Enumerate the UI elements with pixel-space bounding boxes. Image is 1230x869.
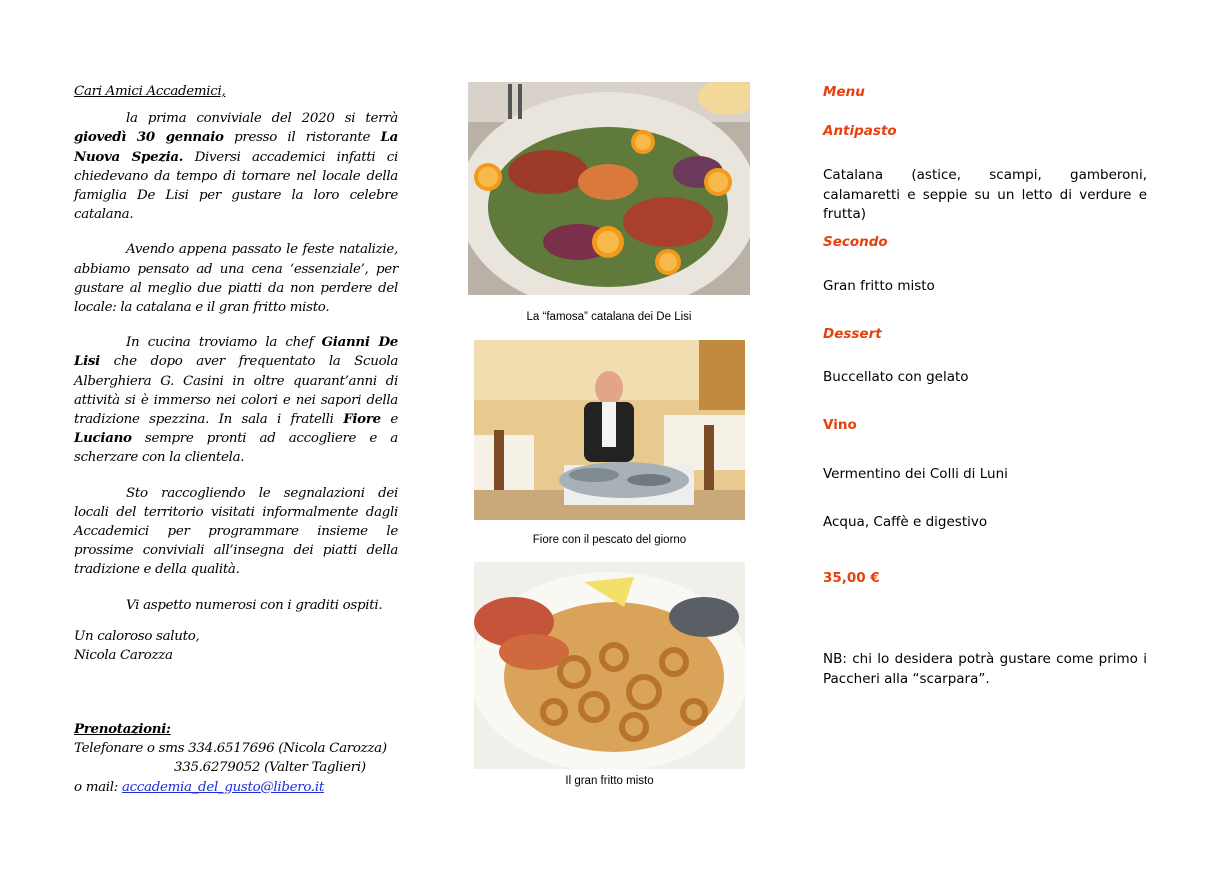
booking-info: [74, 720, 414, 797]
text: e: [380, 412, 398, 428]
photo-caption: Fiore con il pescato del giorno: [532, 534, 687, 546]
photo-waiter: [474, 340, 745, 520]
text: Diversi accademici infatti ci chiedevano da tempo di tornare nel locale della famiglia De Lisi per gustare la loro celebre catalana.: [74, 149, 398, 223]
text: presso il ristorante: [223, 130, 381, 146]
text: la prima conviviale del 2020 si terrà: [126, 111, 398, 127]
mail-label: o mail:: [74, 779, 122, 795]
letter-paragraph-3: [74, 333, 398, 467]
menu-vino-text: Vermentino dei Colli di Luni: [823, 466, 1008, 482]
letter-greeting: Cari Amici Accademici,: [74, 84, 226, 99]
text: In cucina troviamo la chef: [126, 335, 322, 351]
booking-mail: [74, 778, 414, 797]
letter-closing: Un caloroso saluto,: [74, 628, 200, 644]
menu-secondo-text: Gran fritto misto: [823, 278, 935, 294]
photo-catalana: [468, 82, 750, 295]
booking-heading: Prenotazioni:: [74, 721, 171, 737]
waiter-image: [474, 340, 745, 520]
chef-name: Gianni De Lisi: [74, 334, 398, 370]
text: sempre pronti ad accogliere e a scherzare con la clientela.: [74, 431, 398, 466]
menu-dessert-heading: Dessert: [823, 326, 882, 342]
brother-name: Fiore: [343, 411, 381, 428]
text: che dopo aver frequentato la Scuola Alberghiera G. Casini in oltre quarant’anni di attività si è immerso nei colori e nei sapori della tradizione spezzina. In sala i fratelli: [74, 354, 398, 428]
booking-phone-1: Telefonare o sms 334.6517696 (Nicola Carozza): [74, 741, 387, 757]
email-link[interactable]: accademia_del_gusto@libero.it: [121, 779, 324, 795]
menu-vino-heading: Vino: [823, 417, 857, 433]
menu-note: NB: chi lo desidera potrà gustare come primo i Paccheri alla “scarpara”.: [823, 651, 1147, 687]
menu-antipasto-text: Catalana (astice, scampi, gamberoni, calamaretti e seppie su un letto di verdure e frutta): [823, 167, 1147, 222]
menu-extra-text: Acqua, Caffè e digestivo: [823, 514, 988, 530]
menu-secondo-heading: Secondo: [823, 234, 888, 250]
letter: [74, 82, 398, 665]
photo-fritto: [474, 562, 745, 769]
restaurant-name: La Nuova Spezia.: [74, 129, 398, 165]
menu-antipasto-heading: Antipasto: [823, 123, 897, 139]
fritto-image: [474, 562, 745, 769]
brother-name: Luciano: [74, 430, 132, 447]
photo-caption: La “famosa” catalana dei De Lisi: [526, 311, 692, 323]
letter-paragraph-5: Vi aspetto numerosi con i graditi ospiti.: [126, 597, 383, 613]
menu-title: Menu: [823, 84, 865, 100]
letter-paragraph-2: Avendo appena passato le feste natalizie, abbiamo pensato ad una cena ‘essenziale’, per gustare al meglio due piatti da non perdere del locale: la catalana e il gran fritto misto.: [74, 242, 398, 316]
booking-phone-2: 335.6279052 (Valter Taglieri): [174, 760, 366, 776]
menu-price: 35,00 €: [823, 570, 880, 586]
menu-dessert-text: Buccellato con gelato: [823, 369, 969, 385]
photo-caption: Il gran fritto misto: [565, 775, 654, 787]
catalana-image: [468, 82, 750, 295]
letter-paragraph-1: [74, 109, 398, 224]
letter-paragraph-4: Sto raccogliendo le segnalazioni dei locali del territorio visitati informalmente dagli Accademici per programmare insieme le prossime conviviali all’insegna dei piatti della tradizione e della qualità.: [74, 485, 398, 578]
event-date: giovedì 30 gennaio: [74, 129, 224, 146]
letter-signature: Nicola Carozza: [74, 648, 173, 664]
